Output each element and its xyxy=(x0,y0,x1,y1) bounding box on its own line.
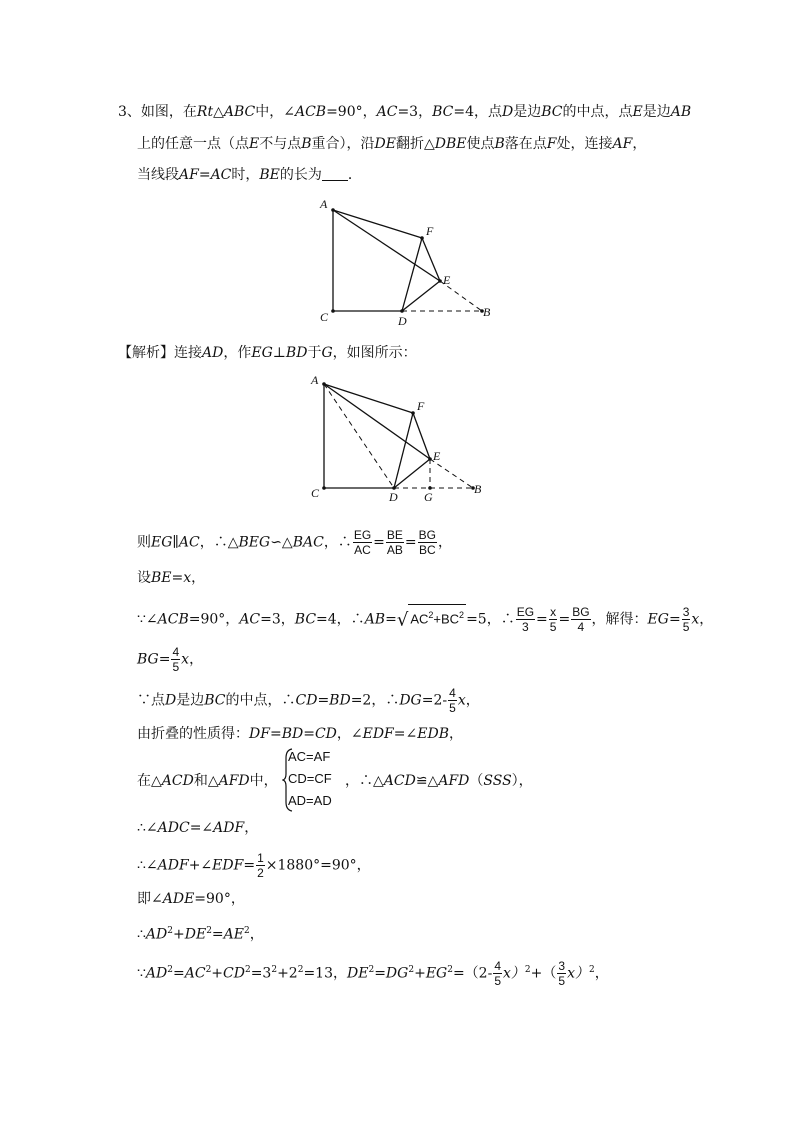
text: B xyxy=(494,136,505,152)
denominator: AB xyxy=(386,543,403,557)
text: 2 xyxy=(428,610,434,620)
text: AB xyxy=(364,611,386,628)
text: ， xyxy=(699,611,714,628)
fraction xyxy=(386,528,404,557)
text: ∥ xyxy=(172,534,179,551)
text: ×1880°=90°， xyxy=(265,857,371,874)
text: Rt△ABC xyxy=(196,104,256,120)
fraction xyxy=(448,686,457,715)
text: ， xyxy=(244,820,259,836)
text: 2 xyxy=(368,964,375,975)
text: ，∠ xyxy=(336,726,363,742)
text: =5，∴ xyxy=(466,611,515,628)
text: ≌△ xyxy=(415,773,439,789)
numerator: 3 xyxy=(558,959,566,973)
text: BC xyxy=(541,104,563,120)
text: ACD xyxy=(383,773,416,789)
text: BC xyxy=(432,104,454,120)
text: AD xyxy=(145,965,168,982)
point-c xyxy=(322,486,326,490)
label-d: D xyxy=(389,490,398,504)
numerator: BG xyxy=(418,528,436,542)
text: =90°， xyxy=(326,104,377,120)
text: BEG xyxy=(238,534,271,551)
fraction xyxy=(549,605,558,634)
text: AC xyxy=(184,965,206,982)
text: DF xyxy=(249,726,270,742)
fraction xyxy=(571,605,590,634)
fraction xyxy=(557,959,566,988)
numerator: x xyxy=(550,604,557,619)
numerator: BG xyxy=(572,604,590,619)
text: ADF xyxy=(157,857,189,874)
text: AF xyxy=(612,136,633,152)
text: +∠ xyxy=(188,857,213,874)
text: +（ xyxy=(530,965,557,982)
solution-step-3 xyxy=(137,604,713,634)
text: ∵ xyxy=(137,965,146,982)
text: =90°， xyxy=(188,611,240,628)
text: = xyxy=(385,611,397,628)
text: x） xyxy=(503,965,525,982)
denominator: 5 xyxy=(549,619,557,634)
radical-sign: √ xyxy=(396,609,409,631)
text: G xyxy=(321,345,333,361)
text: ，作 xyxy=(223,345,252,361)
text: AF xyxy=(179,167,199,183)
text: E xyxy=(249,136,260,152)
text: DE xyxy=(347,965,369,982)
dashed-eb xyxy=(430,459,473,488)
text: BD xyxy=(281,726,304,742)
text: +2 xyxy=(277,965,298,982)
text: DG xyxy=(399,692,422,709)
text: = xyxy=(243,857,256,874)
text: + xyxy=(414,965,426,982)
text: 2 xyxy=(244,964,251,975)
numerator: 4 xyxy=(172,645,180,659)
text: 是边 xyxy=(642,104,671,120)
problem-line-2 xyxy=(137,134,646,154)
fraction xyxy=(353,528,372,557)
text: BG xyxy=(137,651,159,668)
text: ， xyxy=(437,534,452,551)
text: AD xyxy=(202,345,224,361)
text: 2 xyxy=(205,964,212,975)
numerator: EG xyxy=(516,604,535,619)
point-a xyxy=(322,382,326,386)
text: 则 xyxy=(137,534,151,551)
text: D xyxy=(165,692,177,709)
text: BE xyxy=(259,167,280,183)
denominator: 5 xyxy=(449,701,456,715)
text: ∠ACB xyxy=(283,104,327,120)
label-f: F xyxy=(426,224,434,238)
label-c: C xyxy=(311,486,320,500)
text: ， xyxy=(448,726,463,742)
text: 设 xyxy=(137,570,151,586)
text: BC xyxy=(204,692,226,709)
text: D xyxy=(502,104,514,120)
text: = xyxy=(158,651,171,668)
denominator: 5 xyxy=(558,974,566,988)
text: = xyxy=(303,726,315,742)
numerator: BE xyxy=(386,528,403,542)
answer-blank xyxy=(322,166,348,181)
text: ADE xyxy=(162,891,195,907)
dashed-ad xyxy=(324,384,394,488)
text: EG xyxy=(251,345,273,361)
text: 2 xyxy=(408,964,415,975)
problem-number: 3、 xyxy=(118,104,141,120)
text: AC xyxy=(376,104,398,120)
text: ACB xyxy=(157,611,189,628)
text: = xyxy=(211,926,224,943)
numerator: 4 xyxy=(494,959,502,973)
point-f xyxy=(420,236,424,240)
text: ∴ xyxy=(137,926,146,943)
text: DG xyxy=(385,965,409,982)
point-e xyxy=(428,457,432,461)
segment-ae xyxy=(333,210,440,281)
denominator: 5 xyxy=(682,619,690,634)
text: = xyxy=(198,167,211,183)
text: 翻折△ xyxy=(395,136,435,152)
text: ， xyxy=(594,965,609,982)
text: 中， xyxy=(249,773,278,789)
text: 2 xyxy=(588,964,595,975)
text: = xyxy=(404,534,417,551)
text: 时， xyxy=(231,167,260,183)
text: = xyxy=(269,726,282,742)
text: ， xyxy=(632,136,647,152)
text: DE xyxy=(374,136,396,152)
problem-line-1 xyxy=(118,102,691,122)
fraction xyxy=(516,605,535,634)
text: 由折叠的性质得： xyxy=(137,726,249,742)
solution-step-11 xyxy=(137,921,264,945)
text: BD xyxy=(285,345,308,361)
text: x xyxy=(181,651,190,668)
text: F xyxy=(546,136,557,152)
denominator: 2 xyxy=(257,866,264,880)
figure-1 xyxy=(310,195,500,330)
text: 如图，在 xyxy=(140,104,197,120)
text: AFD xyxy=(438,773,470,789)
text: AD xyxy=(145,926,168,943)
text: ， xyxy=(189,651,204,668)
segment-de xyxy=(394,459,430,488)
point-c xyxy=(331,309,335,313)
text: AC xyxy=(178,534,200,551)
point-d xyxy=(400,309,404,313)
text: ，∴ xyxy=(323,534,352,551)
text: 中， xyxy=(255,104,284,120)
text: 的中点，∴ xyxy=(225,692,296,709)
denominator: 3 xyxy=(522,619,529,634)
numerator: EG xyxy=(353,528,372,542)
text: ）， xyxy=(511,773,533,789)
text: 2 xyxy=(524,964,531,975)
problem-line-3 xyxy=(137,165,362,185)
solution-step-12 xyxy=(137,959,609,988)
text: 落在点 xyxy=(504,136,547,152)
text: ，∴△ xyxy=(199,534,239,551)
fraction xyxy=(418,528,437,557)
solution-step-2 xyxy=(137,568,205,588)
text: 2 xyxy=(206,926,212,936)
text: AC xyxy=(239,611,261,628)
text: =2，∴ xyxy=(350,692,400,709)
denominator: BC xyxy=(418,543,436,557)
text: EDF xyxy=(362,726,394,742)
point-e xyxy=(438,279,442,283)
text: =90°， xyxy=(194,891,245,907)
text: EG xyxy=(647,611,669,628)
text: DBE xyxy=(434,136,467,152)
denominator: 4 xyxy=(577,619,585,634)
fraction xyxy=(256,851,265,880)
text: ，解得： xyxy=(591,611,648,628)
text: EG xyxy=(425,965,448,982)
text: =∠ xyxy=(189,820,214,836)
solution-step-10 xyxy=(137,889,245,909)
text: BC xyxy=(294,611,317,628)
text: x） xyxy=(567,965,589,982)
text: = xyxy=(536,611,548,628)
text: AC xyxy=(210,167,232,183)
text: = xyxy=(668,611,681,628)
text: BAC xyxy=(292,534,324,551)
text: = xyxy=(373,534,385,551)
text: AE xyxy=(223,926,244,943)
label-e: E xyxy=(433,449,441,463)
denominator: 5 xyxy=(494,974,502,988)
system-row: AD=AD xyxy=(288,793,332,808)
text: 是边 xyxy=(176,692,205,709)
numerator: 1 xyxy=(257,851,264,865)
text: ∴∠ xyxy=(137,820,158,836)
text: =2- xyxy=(421,692,448,709)
equation-system xyxy=(288,746,332,812)
point-f xyxy=(411,411,415,415)
text: = xyxy=(317,692,330,709)
text: BD xyxy=(329,692,351,709)
text: 重合），沿 xyxy=(311,136,375,152)
fraction xyxy=(493,959,502,988)
text: ADC xyxy=(157,820,190,836)
text: ，∴△ xyxy=(345,773,384,789)
point-a xyxy=(331,208,335,212)
solution-intro xyxy=(118,343,417,363)
solution-step-6 xyxy=(137,724,463,744)
text: 【解析】 xyxy=(118,345,174,361)
text: + xyxy=(173,926,185,943)
text: =3， xyxy=(397,104,433,120)
text: = xyxy=(173,965,185,982)
text: 和△ xyxy=(193,773,219,789)
text: DE xyxy=(184,926,207,943)
text: CD xyxy=(223,965,245,982)
text: =4，∴ xyxy=(316,611,365,628)
segment-fe xyxy=(413,413,430,459)
numerator: 4 xyxy=(449,686,456,700)
text: =（2- xyxy=(452,965,493,982)
text: 上的任意一点（点 xyxy=(137,136,249,152)
text: = xyxy=(558,611,571,628)
text: + xyxy=(211,965,224,982)
segment-de xyxy=(402,281,440,311)
text: CD xyxy=(314,726,337,742)
numerator: 3 xyxy=(682,604,690,619)
solution-step-7-left xyxy=(137,771,278,791)
text: 是边 xyxy=(513,104,542,120)
text: 2 xyxy=(167,926,173,936)
text: ， xyxy=(249,926,264,943)
text: ACD xyxy=(161,773,194,789)
text: 使点 xyxy=(466,136,495,152)
text: AC xyxy=(410,611,429,627)
text: 在△ xyxy=(137,773,162,789)
text: 2 xyxy=(297,964,304,975)
text: ∽△ xyxy=(270,534,293,551)
text: B xyxy=(301,136,312,152)
text: x xyxy=(183,570,192,586)
label-g: G xyxy=(424,490,433,504)
text: = xyxy=(374,965,386,982)
label-b: B xyxy=(483,305,491,319)
text: 处，连接 xyxy=(556,136,613,152)
text: AFD xyxy=(218,773,250,789)
text: ⊥ xyxy=(272,345,286,361)
solution-step-7-right xyxy=(345,771,533,791)
text: 2 xyxy=(459,610,465,620)
solution-step-4 xyxy=(137,645,203,674)
text: 2 xyxy=(244,926,250,936)
text: =3 xyxy=(250,965,272,982)
segment-af xyxy=(324,384,413,413)
text: ∵∠ xyxy=(137,611,158,628)
solution-step-5 xyxy=(137,686,480,715)
text: =∠ xyxy=(393,726,418,742)
denominator: 5 xyxy=(172,660,180,674)
text: AB xyxy=(670,104,692,120)
label-a: A xyxy=(311,373,319,387)
label-b: B xyxy=(474,482,482,496)
label-d: D xyxy=(398,314,407,328)
label-c: C xyxy=(320,310,329,324)
text: 不与点 xyxy=(259,136,302,152)
text: （ xyxy=(469,773,484,789)
text: ． xyxy=(347,167,362,183)
text: 即∠ xyxy=(137,891,163,907)
text: ∴∠ xyxy=(137,857,158,874)
fraction xyxy=(171,645,180,674)
text: EDF xyxy=(212,857,244,874)
segment-fd xyxy=(394,413,413,488)
text: ADF xyxy=(213,820,245,836)
radicand xyxy=(408,604,466,629)
segment-ae xyxy=(324,384,430,459)
system-row: AC=AF xyxy=(288,749,331,764)
text: +BC xyxy=(433,611,460,627)
label-e: E xyxy=(443,273,451,287)
text: 2 xyxy=(447,964,453,975)
label-f: F xyxy=(417,399,425,413)
text: 于 xyxy=(307,345,322,361)
text: x xyxy=(457,692,466,709)
text: =4，点 xyxy=(453,104,502,120)
segment-fd xyxy=(402,238,422,311)
solution-step-1 xyxy=(137,528,452,557)
text: ∵点 xyxy=(137,692,165,709)
text: 连接 xyxy=(174,345,202,361)
denominator: AC xyxy=(354,543,371,557)
text: =13， xyxy=(303,965,347,982)
text: ， xyxy=(191,570,206,586)
text: =3， xyxy=(260,611,295,628)
text: 的长为 xyxy=(279,167,322,183)
label-a: A xyxy=(320,197,328,211)
text: EG xyxy=(151,534,173,551)
text: 2 xyxy=(271,964,278,975)
text: SSS xyxy=(483,773,512,789)
text: x xyxy=(691,611,700,628)
text: ， xyxy=(465,692,480,709)
text: BE xyxy=(151,570,172,586)
text: E xyxy=(632,104,643,120)
segment-af xyxy=(333,210,422,238)
text: ，如图所示： xyxy=(332,345,417,361)
solution-step-8 xyxy=(137,818,258,838)
system-row: CD=CF xyxy=(288,771,332,786)
solution-step-9 xyxy=(137,851,371,880)
figure-2 xyxy=(305,370,500,505)
text: 当线段 xyxy=(137,167,179,183)
fraction xyxy=(682,605,691,634)
text: 的中点，点 xyxy=(562,104,633,120)
text: = xyxy=(171,570,184,586)
text: 2 xyxy=(167,964,173,975)
text: EDB xyxy=(417,726,449,742)
text: CD xyxy=(295,692,318,709)
